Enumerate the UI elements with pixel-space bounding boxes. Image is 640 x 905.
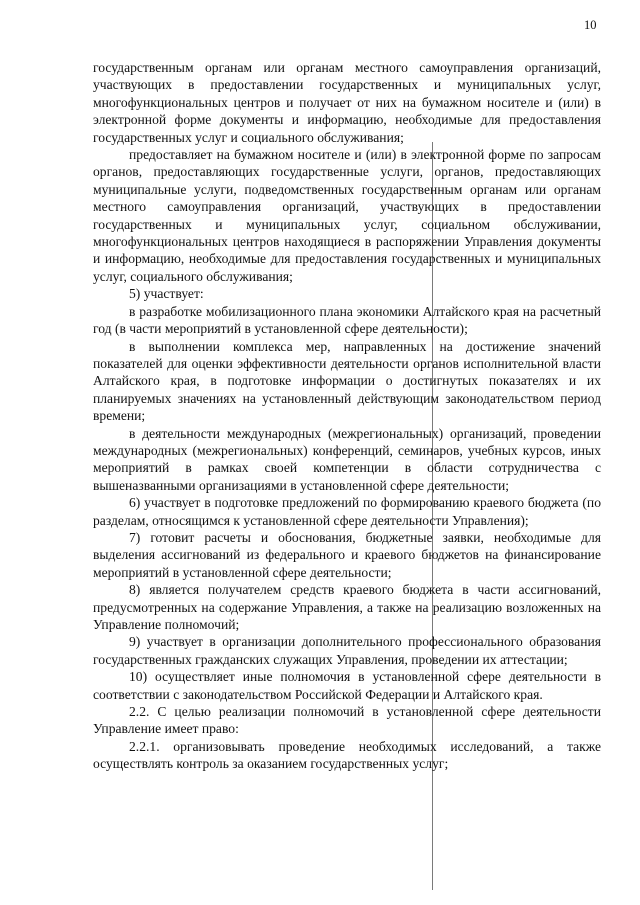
paragraph: 9) участвует в организации дополнительного профессионального образования государственных гражданских служащих Управления, проведении их аттестации; — [93, 634, 601, 667]
page-number: 10 — [584, 18, 597, 32]
paragraph: в выполнении комплекса мер, направленных на достижение значений показателей для оценки эффективности деятельности органов исполнительной власти Алтайского края, в подготовке информации о достигнутых показателях и их планируемых значениях на установленный действующим законодательством период времени; — [93, 338, 601, 424]
paragraph: 7) готовит расчеты и обоснования, бюджетные заявки, необходимые для выделения ассигнований из федерального и краевого бюджетов на финансирование мероприятий в установленной сфере деятельности; — [93, 529, 601, 580]
paragraph: 2.2. С целью реализации полномочий в установленной сфере деятельности Управление имеет право: — [93, 704, 601, 737]
paragraph: в разработке мобилизационного плана экономики Алтайского края на расчетный год (в части мероприятий в установленной сфере деятельности); — [93, 303, 601, 337]
paragraph: в деятельности международных (межрегиональных) организаций, проведении международных (межрегиональных) конференций, семинаров, учебных курсов, иных мероприятий в рамках своей компетенции в области сотрудничества с вышеназванными организациями в установленной сфере деятельности; — [93, 425, 601, 493]
paragraph: государственным органам или органам местного самоуправления организаций, участвующих в предоставлении государственных и муниципальных услуг, многофункциональных центров и получает от них на бумажном носителе и (или) в электронной форме документы и информацию, необходимые для предоставления государственных услуг и социального обслуживания; — [93, 60, 601, 145]
paragraph: 6) участвует в подготовке предложений по формированию краевого бюджета (по разделам, относящимся к установленной сфере деятельности Управления); — [93, 495, 601, 528]
paragraph: предоставляет на бумажном носителе и (или) в электронной форме по запросам органов, предоставляющих государственные услуги, органов, предоставляющих муниципальные услуги, подведомственных государственным органам или органам местного самоуправления организаций, участвующих в предоставлении государственных и муниципальных услуг, социальном обслуживании, многофункциональных центров находящиеся в распоряжении Управления документы и информацию, необходимые для предоставления государственных и муниципальных услуг, социального обслуживания; — [93, 147, 601, 284]
paragraph: 2.2.1. организовывать проведение необходимых исследований, а также осуществлять контроль за оказанием государственных услуг; — [93, 738, 601, 772]
paragraph: 8) является получателем средств краевого бюджета в части ассигнований, предусмотренных на содержание Управления, а также на реализацию возложенных на Управление полномочий; — [93, 582, 601, 632]
paragraph: 10) осуществляет иные полномочия в установленной сфере деятельности в соответствии с законодательством Российской Федерации и Алтайского края. — [93, 669, 601, 702]
paragraph: 5) участвует: — [129, 286, 204, 302]
body-text — [93, 59, 601, 773]
